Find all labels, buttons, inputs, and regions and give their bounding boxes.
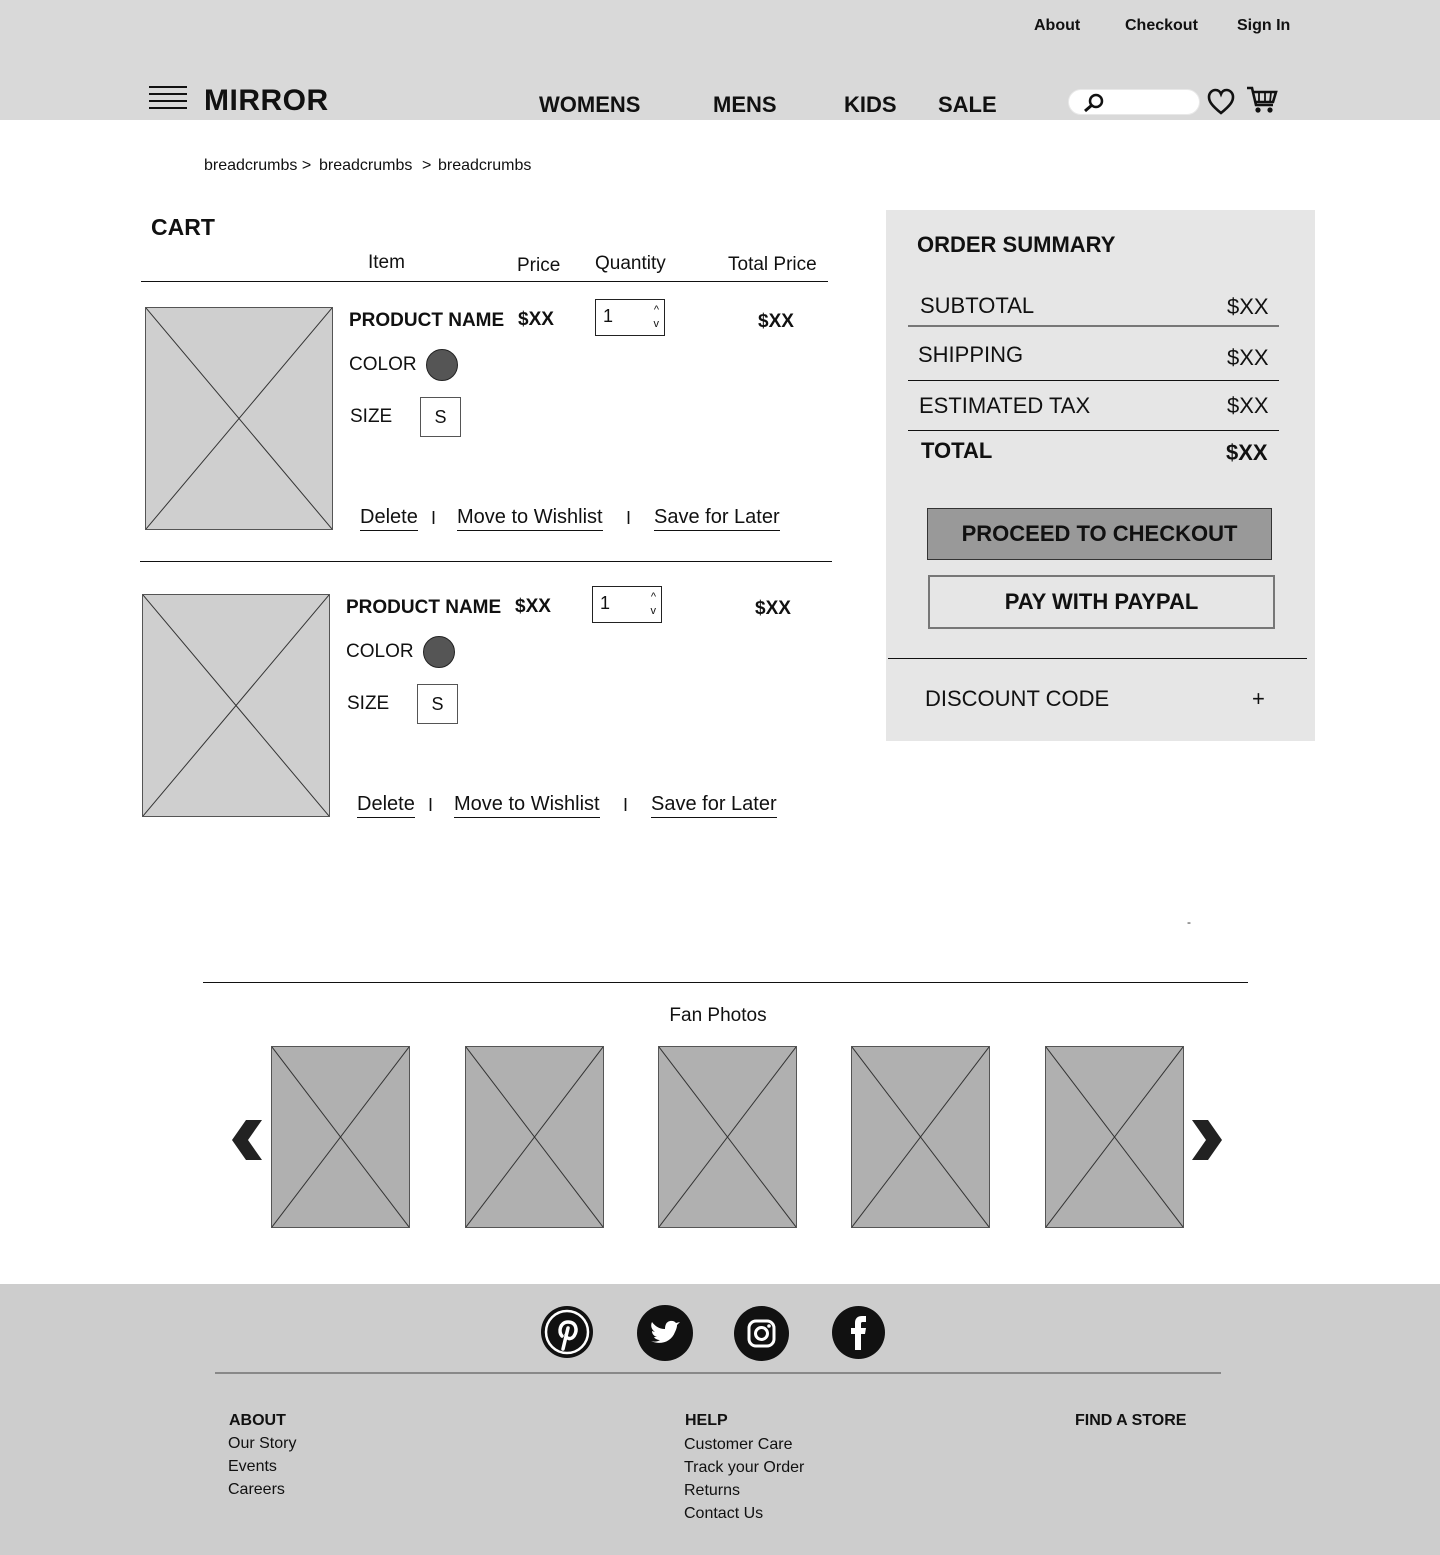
- order-summary-panel: [886, 210, 1315, 741]
- fan-photo[interactable]: [1045, 1046, 1184, 1228]
- chevron-right-icon[interactable]: [1190, 1120, 1222, 1160]
- quantity-value[interactable]: 1: [600, 593, 611, 613]
- action-separator: I: [626, 508, 632, 528]
- product-image[interactable]: [142, 594, 330, 817]
- order-summary-title: ORDER SUMMARY: [917, 232, 1116, 257]
- item-divider: [140, 561, 832, 562]
- search-bar[interactable]: [1068, 89, 1200, 115]
- footer-divider: [215, 1372, 1221, 1374]
- estimated-tax-label: ESTIMATED TAX: [919, 393, 1091, 418]
- pay-with-paypal-button[interactable]: PAY WITH PAYPAL: [928, 575, 1275, 629]
- summary-divider: [908, 430, 1279, 431]
- total-label: TOTAL: [921, 438, 993, 463]
- discount-code-label[interactable]: DISCOUNT CODE: [925, 686, 1110, 711]
- section-divider: [203, 982, 1248, 983]
- fan-photos-title: Fan Photos: [669, 1005, 767, 1026]
- color-swatch[interactable]: [426, 349, 458, 381]
- footer-heading-about: ABOUT: [229, 1412, 286, 1429]
- summary-divider: [908, 380, 1279, 381]
- product-price: $XX: [518, 309, 554, 330]
- save-for-later-link[interactable]: Save for Later: [651, 793, 777, 818]
- expand-plus-icon[interactable]: +: [1252, 686, 1265, 711]
- size-selector[interactable]: S: [417, 684, 458, 724]
- fan-photo[interactable]: [658, 1046, 797, 1228]
- color-label: COLOR: [346, 641, 414, 662]
- cart-title: CART: [151, 214, 215, 240]
- subtotal-label: SUBTOTAL: [920, 293, 1035, 318]
- instagram-icon[interactable]: [734, 1306, 789, 1361]
- footer-find-a-store[interactable]: FIND A STORE: [1075, 1412, 1187, 1429]
- nav-kids[interactable]: KIDS: [844, 92, 897, 117]
- subtotal-value: $XX: [1227, 294, 1269, 319]
- product-image[interactable]: [145, 307, 333, 530]
- top-link-checkout[interactable]: Checkout: [1125, 17, 1198, 34]
- fan-photo[interactable]: [851, 1046, 990, 1228]
- total-value: $XX: [1226, 440, 1268, 465]
- proceed-to-checkout-button[interactable]: PROCEED TO CHECKOUT: [927, 508, 1272, 560]
- heart-icon[interactable]: [1207, 88, 1235, 115]
- top-link-sign-in[interactable]: Sign In: [1237, 17, 1291, 34]
- pinterest-icon[interactable]: [541, 1306, 593, 1358]
- action-separator: I: [431, 508, 437, 528]
- breadcrumb-item[interactable]: breadcrumbs: [319, 157, 413, 174]
- delete-link[interactable]: Delete: [357, 793, 415, 818]
- search-icon: [1083, 93, 1105, 113]
- nav-mens[interactable]: MENS: [713, 92, 777, 117]
- footer-link-careers[interactable]: Careers: [228, 1481, 285, 1498]
- footer-link-our-story[interactable]: Our Story: [228, 1435, 297, 1452]
- product-name[interactable]: PRODUCT NAME: [349, 310, 505, 331]
- save-for-later-link[interactable]: Save for Later: [654, 506, 780, 531]
- size-label: SIZE: [347, 693, 390, 714]
- product-price: $XX: [515, 596, 551, 617]
- column-header-item: Item: [368, 252, 405, 273]
- quantity-stepper[interactable]: [592, 586, 662, 623]
- fan-photo[interactable]: [465, 1046, 604, 1228]
- move-to-wishlist-link[interactable]: Move to Wishlist: [457, 506, 603, 531]
- breadcrumb-item[interactable]: breadcrumbs: [438, 157, 532, 174]
- column-header-total-price: Total Price: [728, 254, 817, 275]
- nav-sale[interactable]: SALE: [938, 92, 997, 117]
- top-link-about[interactable]: About: [1034, 17, 1081, 34]
- header-divider: [141, 281, 828, 282]
- site-header: [0, 0, 1440, 120]
- size-selector[interactable]: S: [420, 397, 461, 437]
- color-swatch[interactable]: [423, 636, 455, 668]
- product-total-price: $XX: [755, 598, 791, 619]
- color-label: COLOR: [349, 354, 417, 375]
- footer-link-track-order[interactable]: Track your Order: [684, 1459, 805, 1476]
- chevron-left-icon[interactable]: [232, 1120, 264, 1160]
- quantity-down-icon[interactable]: v: [653, 318, 659, 330]
- quantity-stepper[interactable]: [595, 299, 665, 336]
- facebook-icon[interactable]: [832, 1306, 885, 1359]
- cart-icon[interactable]: [1246, 85, 1278, 115]
- quantity-up-icon[interactable]: ^: [650, 591, 656, 603]
- action-separator: I: [623, 795, 629, 815]
- quantity-value[interactable]: 1: [603, 306, 614, 326]
- action-separator: I: [428, 795, 434, 815]
- size-label: SIZE: [350, 406, 393, 427]
- twitter-icon[interactable]: [637, 1305, 693, 1361]
- quantity-up-icon[interactable]: ^: [653, 304, 659, 316]
- shipping-label: SHIPPING: [918, 342, 1024, 367]
- product-total-price: $XX: [758, 311, 794, 332]
- nav-womens[interactable]: WOMENS: [539, 92, 641, 117]
- column-header-quantity: Quantity: [595, 253, 666, 274]
- estimated-tax-value: $XX: [1227, 393, 1269, 418]
- footer-link-contact-us[interactable]: Contact Us: [684, 1505, 764, 1522]
- shipping-value: $XX: [1227, 345, 1269, 370]
- site-logo[interactable]: MIRROR: [204, 84, 329, 117]
- fan-photo[interactable]: [271, 1046, 410, 1228]
- footer-link-returns[interactable]: Returns: [684, 1482, 741, 1499]
- search-input[interactable]: [1107, 93, 1191, 111]
- summary-divider: [908, 325, 1279, 327]
- quantity-down-icon[interactable]: v: [650, 605, 656, 617]
- column-header-price: Price: [517, 255, 561, 276]
- move-to-wishlist-link[interactable]: Move to Wishlist: [454, 793, 600, 818]
- footer-heading-help: HELP: [685, 1412, 728, 1429]
- breadcrumb-separator: >: [422, 157, 432, 174]
- breadcrumb-item[interactable]: breadcrumbs >: [204, 157, 312, 174]
- product-name[interactable]: PRODUCT NAME: [346, 597, 502, 618]
- stray-mark: -: [1187, 915, 1191, 929]
- footer-link-customer-care[interactable]: Customer Care: [684, 1436, 793, 1453]
- discount-divider: [888, 658, 1307, 659]
- menu-icon[interactable]: [149, 86, 187, 116]
- footer-link-events[interactable]: Events: [228, 1458, 277, 1475]
- delete-link[interactable]: Delete: [360, 506, 418, 531]
